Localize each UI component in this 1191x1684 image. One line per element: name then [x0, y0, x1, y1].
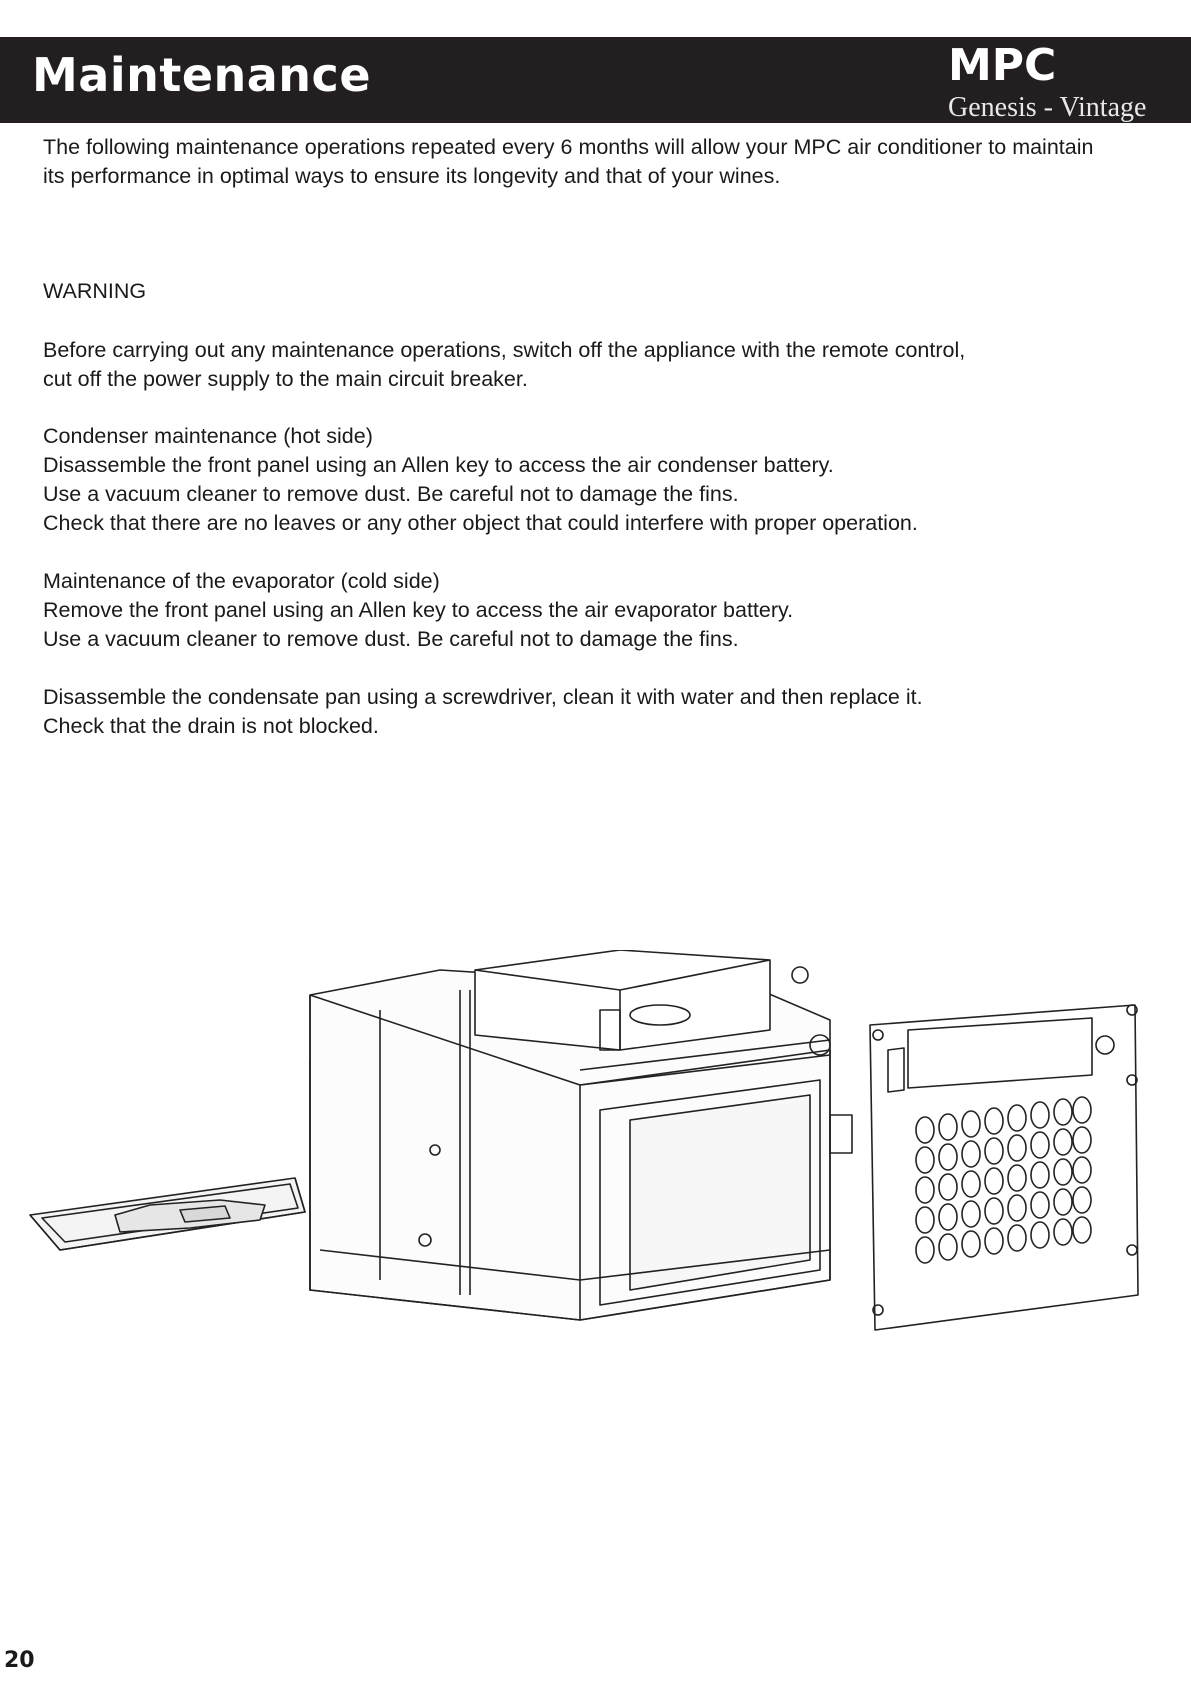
condenser-line-3: Check that there are no leaves or any other object that could interfere with proper operation.: [43, 511, 918, 535]
warning-title: WARNING: [43, 279, 147, 303]
evaporator-line-1: Remove the front panel using an Allen key to access the air evaporator battery.: [43, 598, 794, 622]
warning-line-2: cut off the power supply to the main circuit breaker.: [43, 367, 528, 391]
front-panel: [870, 1005, 1138, 1330]
condensate-line-1: Disassemble the condensate pan using a screwdriver, clean it with water and then replace it.: [43, 685, 923, 709]
exploded-unit-illustration: [20, 950, 1170, 1440]
intro-line-1: The following maintenance operations repeated every 6 months will allow your MPC air conditioner to maintain: [43, 135, 1094, 159]
condenser-line-1: Disassemble the front panel using an Allen key to access the air condenser battery.: [43, 453, 834, 477]
condenser-title: Condenser maintenance (hot side): [43, 424, 373, 448]
brand-name: MPC: [948, 40, 1057, 91]
page-number: 20: [4, 1648, 35, 1673]
intro-line-2: its performance in optimal ways to ensure its longevity and that of your wines.: [43, 164, 781, 188]
condenser-line-2: Use a vacuum cleaner to remove dust. Be careful not to damage the fins.: [43, 482, 739, 506]
brand-model: Genesis - Vintage: [948, 92, 1147, 123]
condensate-pan: [30, 1178, 305, 1250]
evaporator-title: Maintenance of the evaporator (cold side): [43, 569, 440, 593]
page-title: Maintenance: [32, 48, 372, 102]
warning-line-1: Before carrying out any maintenance operations, switch off the appliance with the remote control,: [43, 338, 966, 362]
unit-chassis: [310, 950, 852, 1320]
evaporator-line-2: Use a vacuum cleaner to remove dust. Be careful not to damage the fins.: [43, 627, 739, 651]
condensate-line-2: Check that the drain is not blocked.: [43, 714, 379, 738]
